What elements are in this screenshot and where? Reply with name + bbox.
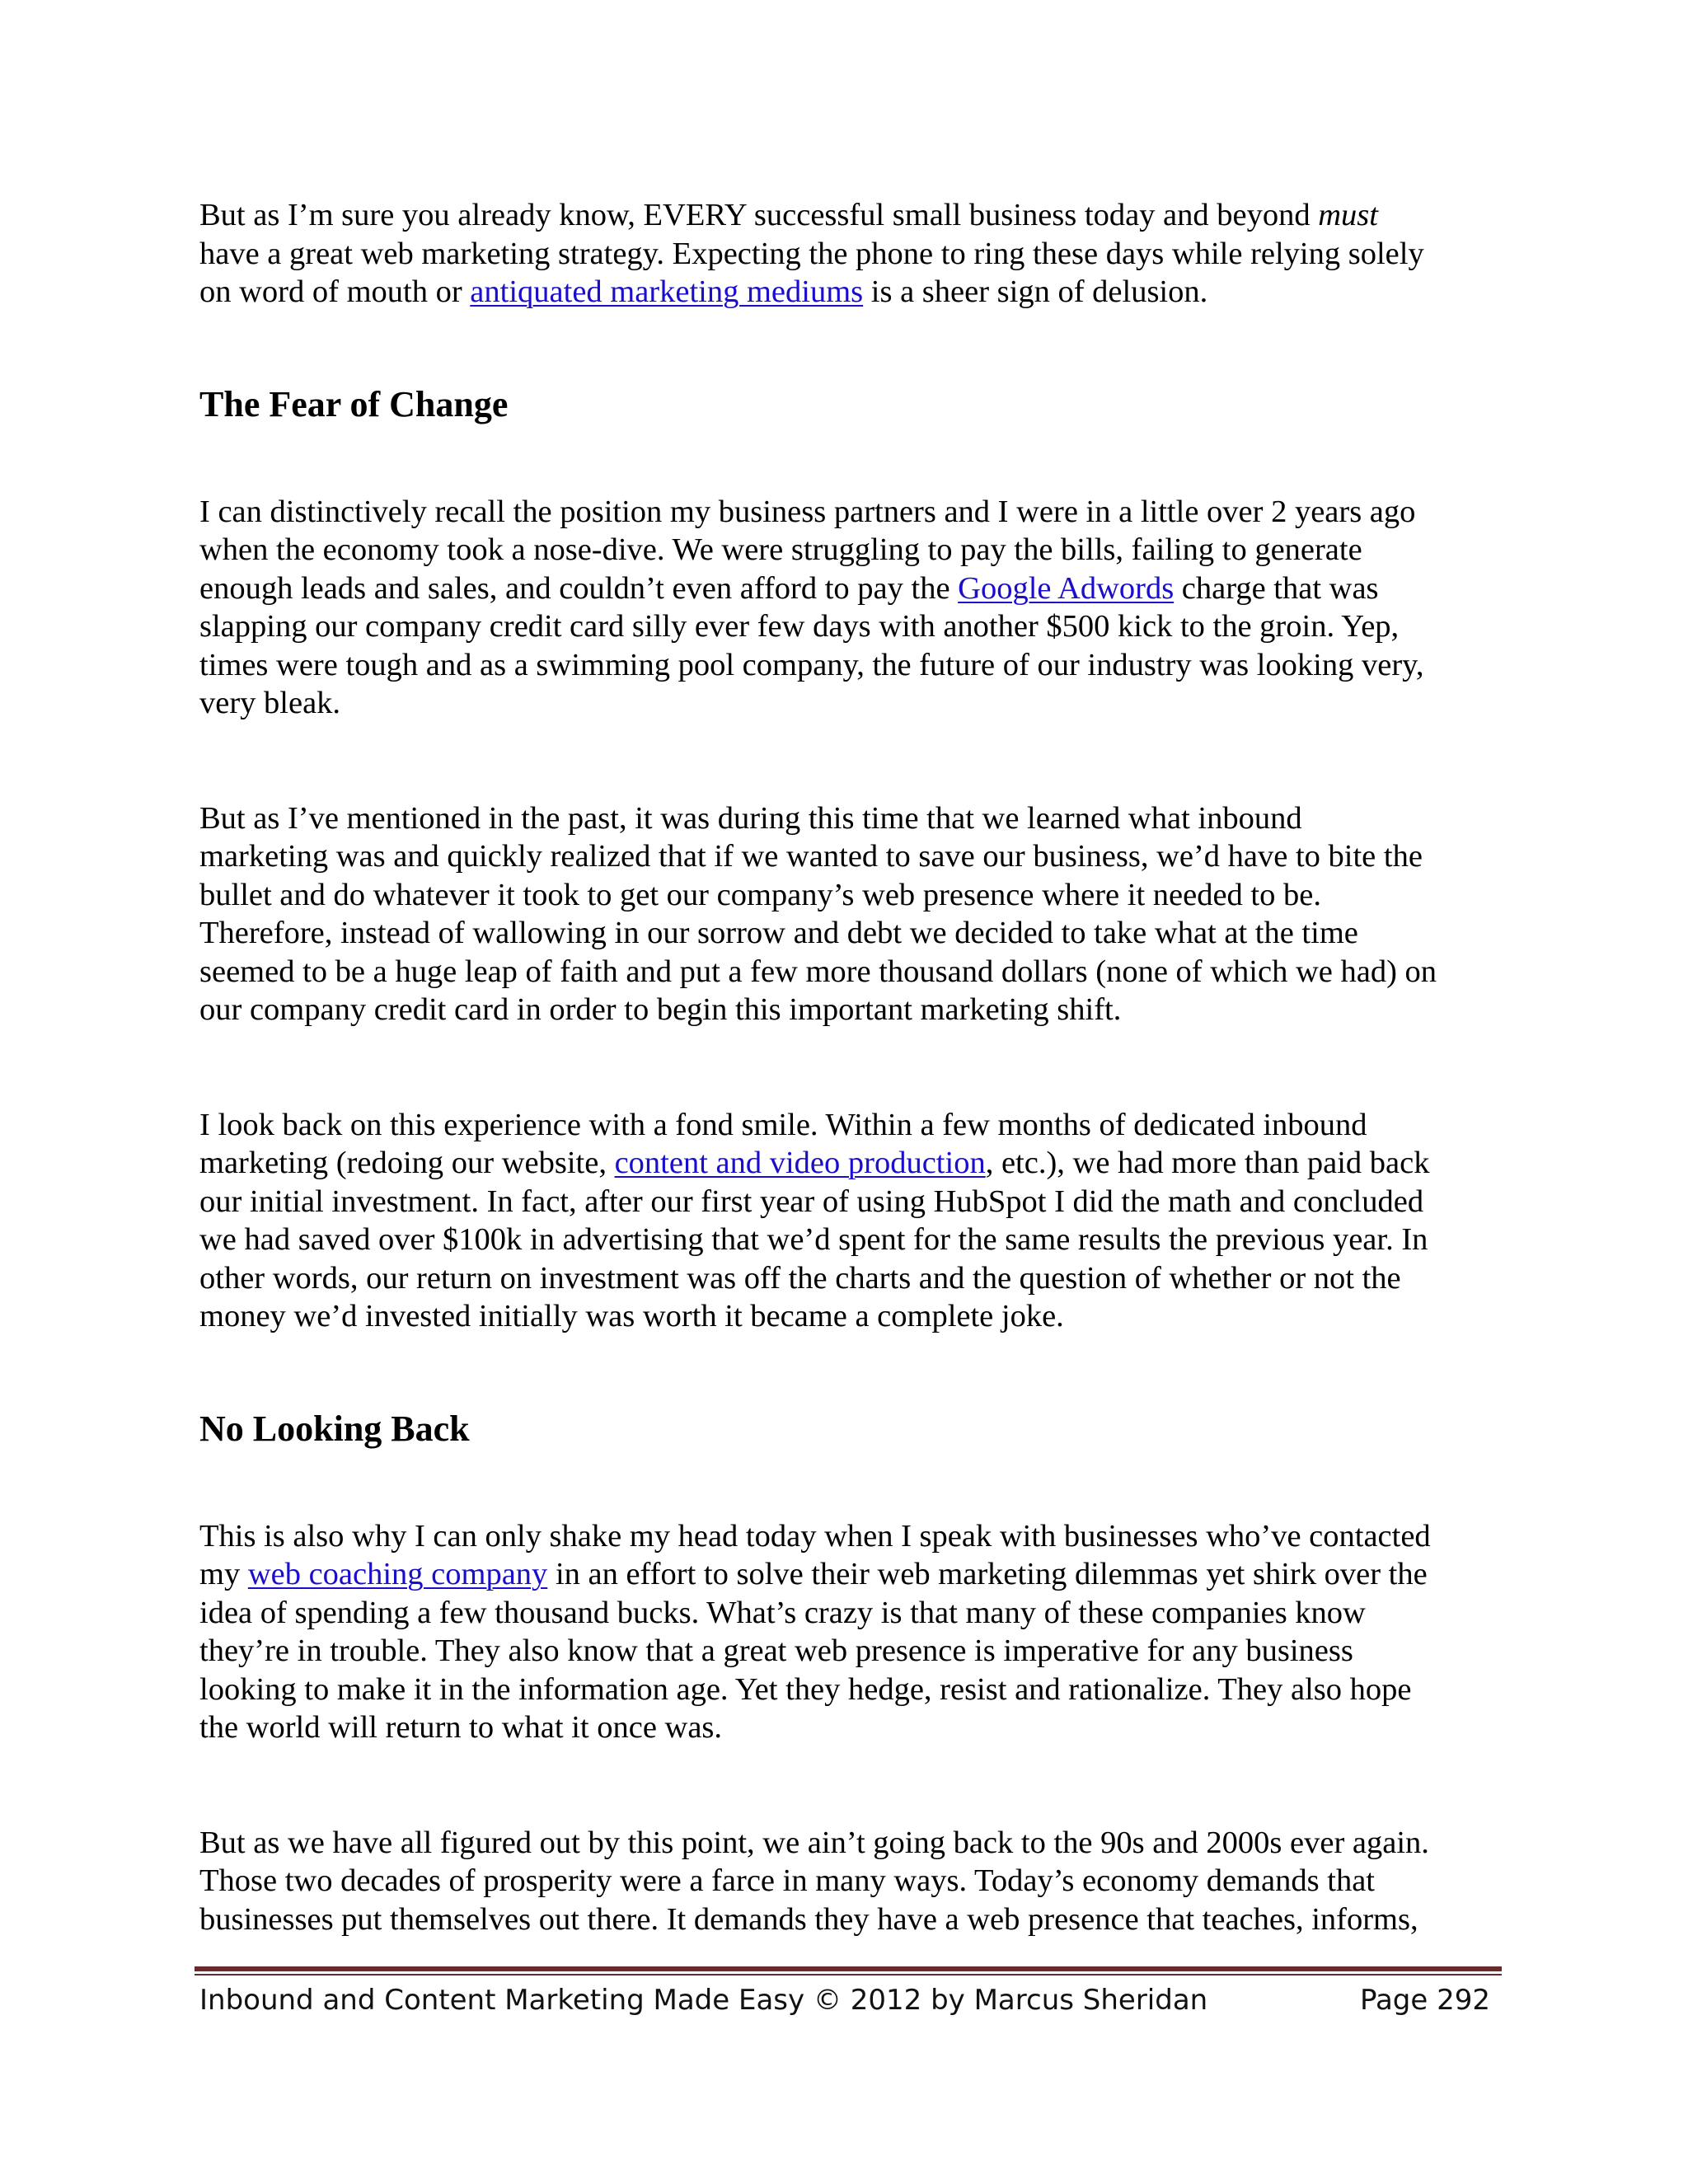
text-line: our company credit card in order to begin this important marketing shift. xyxy=(199,992,1122,1027)
emphasis-text: must xyxy=(1318,198,1378,232)
paragraph-inbound-discovery xyxy=(199,799,1502,1029)
text-line: marketing was and quickly realized that if we wanted to save our business, we’d have to bite the xyxy=(199,839,1423,874)
spacer xyxy=(199,1451,1502,1517)
text-line: Those two decades of prosperity were a farce in many ways. Today’s economy demands that xyxy=(199,1863,1375,1898)
text-line xyxy=(199,1144,1502,1183)
text-line: very bleak. xyxy=(199,686,341,720)
web-coaching-company-link[interactable]: web coaching company xyxy=(247,1557,548,1591)
text-line: we had saved over $100k in advertising that we’d spent for the same results the previous year. In xyxy=(199,1222,1428,1257)
footer-divider xyxy=(195,1966,1502,1976)
text-line: looking to make it in the information age. Yet they hedge, resist and rationalize. They also hope xyxy=(199,1671,1412,1707)
paragraph-shake-head xyxy=(199,1517,1502,1747)
page-number: Page 292 xyxy=(1359,1984,1490,2017)
google-adwords-link[interactable]: Google Adwords xyxy=(958,570,1175,606)
heading-no-looking-back: No Looking Back xyxy=(199,1408,470,1449)
spacer xyxy=(199,312,1502,382)
text-line: But as I’ve mentioned in the past, it was during this time that we learned what inbound xyxy=(199,800,1302,836)
text-line: our initial investment. In fact, after our first year of using HubSpot I did the math and concluded xyxy=(199,1183,1424,1219)
text-line: bullet and do whatever it took to get our company’s web presence where it needed to be. xyxy=(199,877,1321,912)
text-line: slapping our company credit card silly ever few days with another $500 kick to the groin. Yep, xyxy=(199,609,1400,644)
text-line xyxy=(199,569,1502,608)
text-line xyxy=(199,273,1502,312)
paragraph-no-going-back xyxy=(199,1824,1502,1939)
text-span: enough leads and sales, and couldn’t even afford to pay the xyxy=(199,570,959,606)
text-span: is a sheer sign of delusion. xyxy=(863,274,1208,309)
text-span: charge that was xyxy=(1174,570,1379,606)
antiquated-marketing-link[interactable]: antiquated marketing mediums xyxy=(470,274,864,309)
paragraph-recall xyxy=(199,493,1502,723)
spacer xyxy=(199,723,1502,799)
spacer xyxy=(199,427,1502,493)
text-line: I can distinctively recall the position my business partners and I were in a little over 2 years ago xyxy=(199,494,1416,529)
text-span: marketing (redoing our website, xyxy=(199,1146,615,1180)
text-line xyxy=(199,1555,1502,1594)
text-line: money we’d invested initially was worth it became a complete joke. xyxy=(199,1299,1064,1333)
spacer xyxy=(199,1336,1502,1407)
spacer xyxy=(199,1747,1502,1824)
content-video-production-link[interactable]: content and video production xyxy=(614,1146,986,1180)
text-line: businesses put themselves out there. It demands they have a web presence that teaches, informs, xyxy=(199,1901,1418,1937)
text-span: But as I’m sure you already know, EVERY successful small business today and beyond xyxy=(199,198,1319,232)
text-line: But as we have all figured out by this point, we ain’t going back to the 90s and 2000s ever again. xyxy=(199,1825,1429,1860)
text-span: on word of mouth or xyxy=(199,274,471,309)
footer-title: Inbound and Content Marketing Made Easy © 2012 by Marcus Sheridan xyxy=(199,1984,1208,2017)
heading-fear-of-change: The Fear of Change xyxy=(199,383,509,424)
footer-divider-thin xyxy=(195,1974,1502,1975)
text-line: other words, our return on investment was off the charts and the question of whether or not the xyxy=(199,1260,1401,1296)
text-line: the world will return to what it once was. xyxy=(199,1710,723,1745)
footer-divider-thick xyxy=(195,1966,1502,1971)
text-line xyxy=(199,196,1502,235)
text-line: This is also why I can only shake my head today when I speak with businesses who’ve contacted xyxy=(199,1518,1431,1554)
paragraph-intro xyxy=(199,196,1502,312)
text-line: seemed to be a huge leap of faith and put a few more thousand dollars (none of which we had) on xyxy=(199,954,1437,989)
text-line: have a great web marketing strategy. Expecting the phone to ring these days while relying solely xyxy=(199,236,1424,271)
text-line: they’re in trouble. They also know that a great web presence is imperative for any business xyxy=(199,1633,1353,1668)
text-line: Therefore, instead of wallowing in our sorrow and debt we decided to take what at the time xyxy=(199,916,1358,950)
text-span: in an effort to solve their web marketing dilemmas yet shirk over the xyxy=(547,1557,1428,1591)
text-span: , etc.), we had more than paid back xyxy=(985,1146,1430,1180)
document-page xyxy=(199,196,1502,1938)
paragraph-fond-smile xyxy=(199,1106,1502,1336)
text-line: when the economy took a nose-dive. We were struggling to pay the bills, failing to generate xyxy=(199,532,1362,567)
text-line: I look back on this experience with a fond smile. Within a few months of dedicated inbound xyxy=(199,1107,1367,1142)
spacer xyxy=(199,1029,1502,1106)
text-span: my xyxy=(199,1557,248,1591)
text-line: times were tough and as a swimming pool company, the future of our industry was looking very, xyxy=(199,647,1424,682)
text-line: idea of spending a few thousand bucks. What’s crazy is that many of these companies know xyxy=(199,1595,1366,1630)
